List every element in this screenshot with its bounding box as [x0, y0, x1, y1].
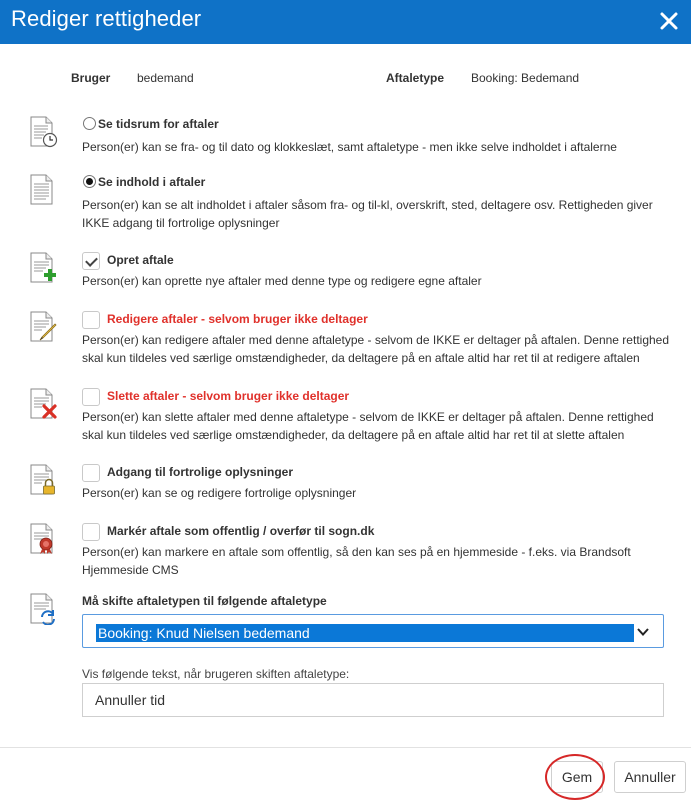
permission-label: Redigere aftaler - selvom bruger ikke deltager: [107, 312, 368, 326]
change-type-label: Må skifte aftaletypen til følgende aftaletype: [82, 594, 327, 608]
dialog-title: Rediger rettigheder: [11, 6, 202, 31]
checkbox-delete-any[interactable]: [82, 388, 100, 406]
checkbox-public[interactable]: [82, 523, 100, 541]
footer-divider: [0, 747, 691, 748]
permission-description: Person(er) kan redigere aftaler med denne aftaletype - selvom de IKKE er deltager på aftalen. Denne rettighed skal kun tildeles ved særlige omstændigheder, da deltagere på en aftale altid har ret til at redigere aftalen: [82, 333, 670, 365]
permission-description: Person(er) kan se alt indholdet i aftaler såsom fra- og til-kl, overskrift, sted, deltagere osv. Rettigheden giver IKKE adgang til fortrolige oplysninger: [82, 198, 653, 230]
checkbox-create[interactable]: [82, 252, 100, 270]
dialog-header: [0, 0, 691, 44]
permission-label: Markér aftale som offentlig / overfør til sogn.dk: [107, 524, 375, 538]
document-clock-icon: [28, 116, 58, 148]
checkbox-confidential[interactable]: [82, 464, 100, 482]
permission-description: Person(er) kan se fra- og til dato og klokkeslæt, samt aftaletype - men ikke selve indholdet i aftalerne: [82, 140, 617, 154]
chevron-down-icon: [636, 625, 650, 639]
permission-description: Person(er) kan oprette nye aftaler med denne type og redigere egne aftaler: [82, 274, 482, 288]
change-type-select[interactable]: [82, 614, 664, 648]
permission-label: Se indhold i aftaler: [98, 175, 206, 189]
document-refresh-icon: [28, 593, 58, 625]
save-button[interactable]: Gem: [551, 761, 603, 793]
change-text-label: Vis følgende tekst, når brugeren skiften aftaletype:: [82, 667, 350, 681]
permission-description: Person(er) kan se og redigere fortrolige oplysninger: [82, 486, 357, 500]
permission-label: Opret aftale: [107, 253, 174, 267]
permission-description: Person(er) kan slette aftaler med denne aftaletype - selvom de IKKE er deltager på aftalen. Denne rettighed skal kun tildeles ved særlige omstændigheder, da deltagere på en aftale altid har ret til at slette aftalen: [82, 410, 654, 442]
info-row: [0, 71, 691, 87]
selected-type-value: Booking: Knud Nielsen bedemand: [96, 624, 634, 642]
cancel-button[interactable]: Annuller: [614, 761, 686, 793]
document-delete-icon: [28, 388, 58, 420]
change-text-input[interactable]: [82, 683, 664, 717]
user-value: bedemand: [137, 71, 194, 85]
document-edit-icon: [28, 311, 58, 343]
document-seal-icon: [28, 523, 58, 555]
permission-label: Se tidsrum for aftaler: [98, 117, 219, 131]
checkbox-edit-any[interactable]: [82, 311, 100, 329]
document-lock-icon: [28, 464, 58, 496]
permission-label: Adgang til fortrolige oplysninger: [107, 465, 293, 479]
user-label: Bruger: [71, 71, 111, 85]
permission-label: Slette aftaler - selvom bruger ikke deltager: [107, 389, 350, 403]
type-label: Aftaletype: [386, 71, 445, 85]
close-icon[interactable]: [657, 9, 681, 33]
permission-description: Person(er) kan markere en aftale som offentlig, så den kan ses på en hjemmeside - f.eks. via Brandsoft Hjemmeside CMS: [82, 545, 631, 577]
document-add-icon: [28, 252, 58, 284]
document-icon: [28, 174, 58, 206]
type-value: Booking: Bedemand: [471, 71, 580, 85]
